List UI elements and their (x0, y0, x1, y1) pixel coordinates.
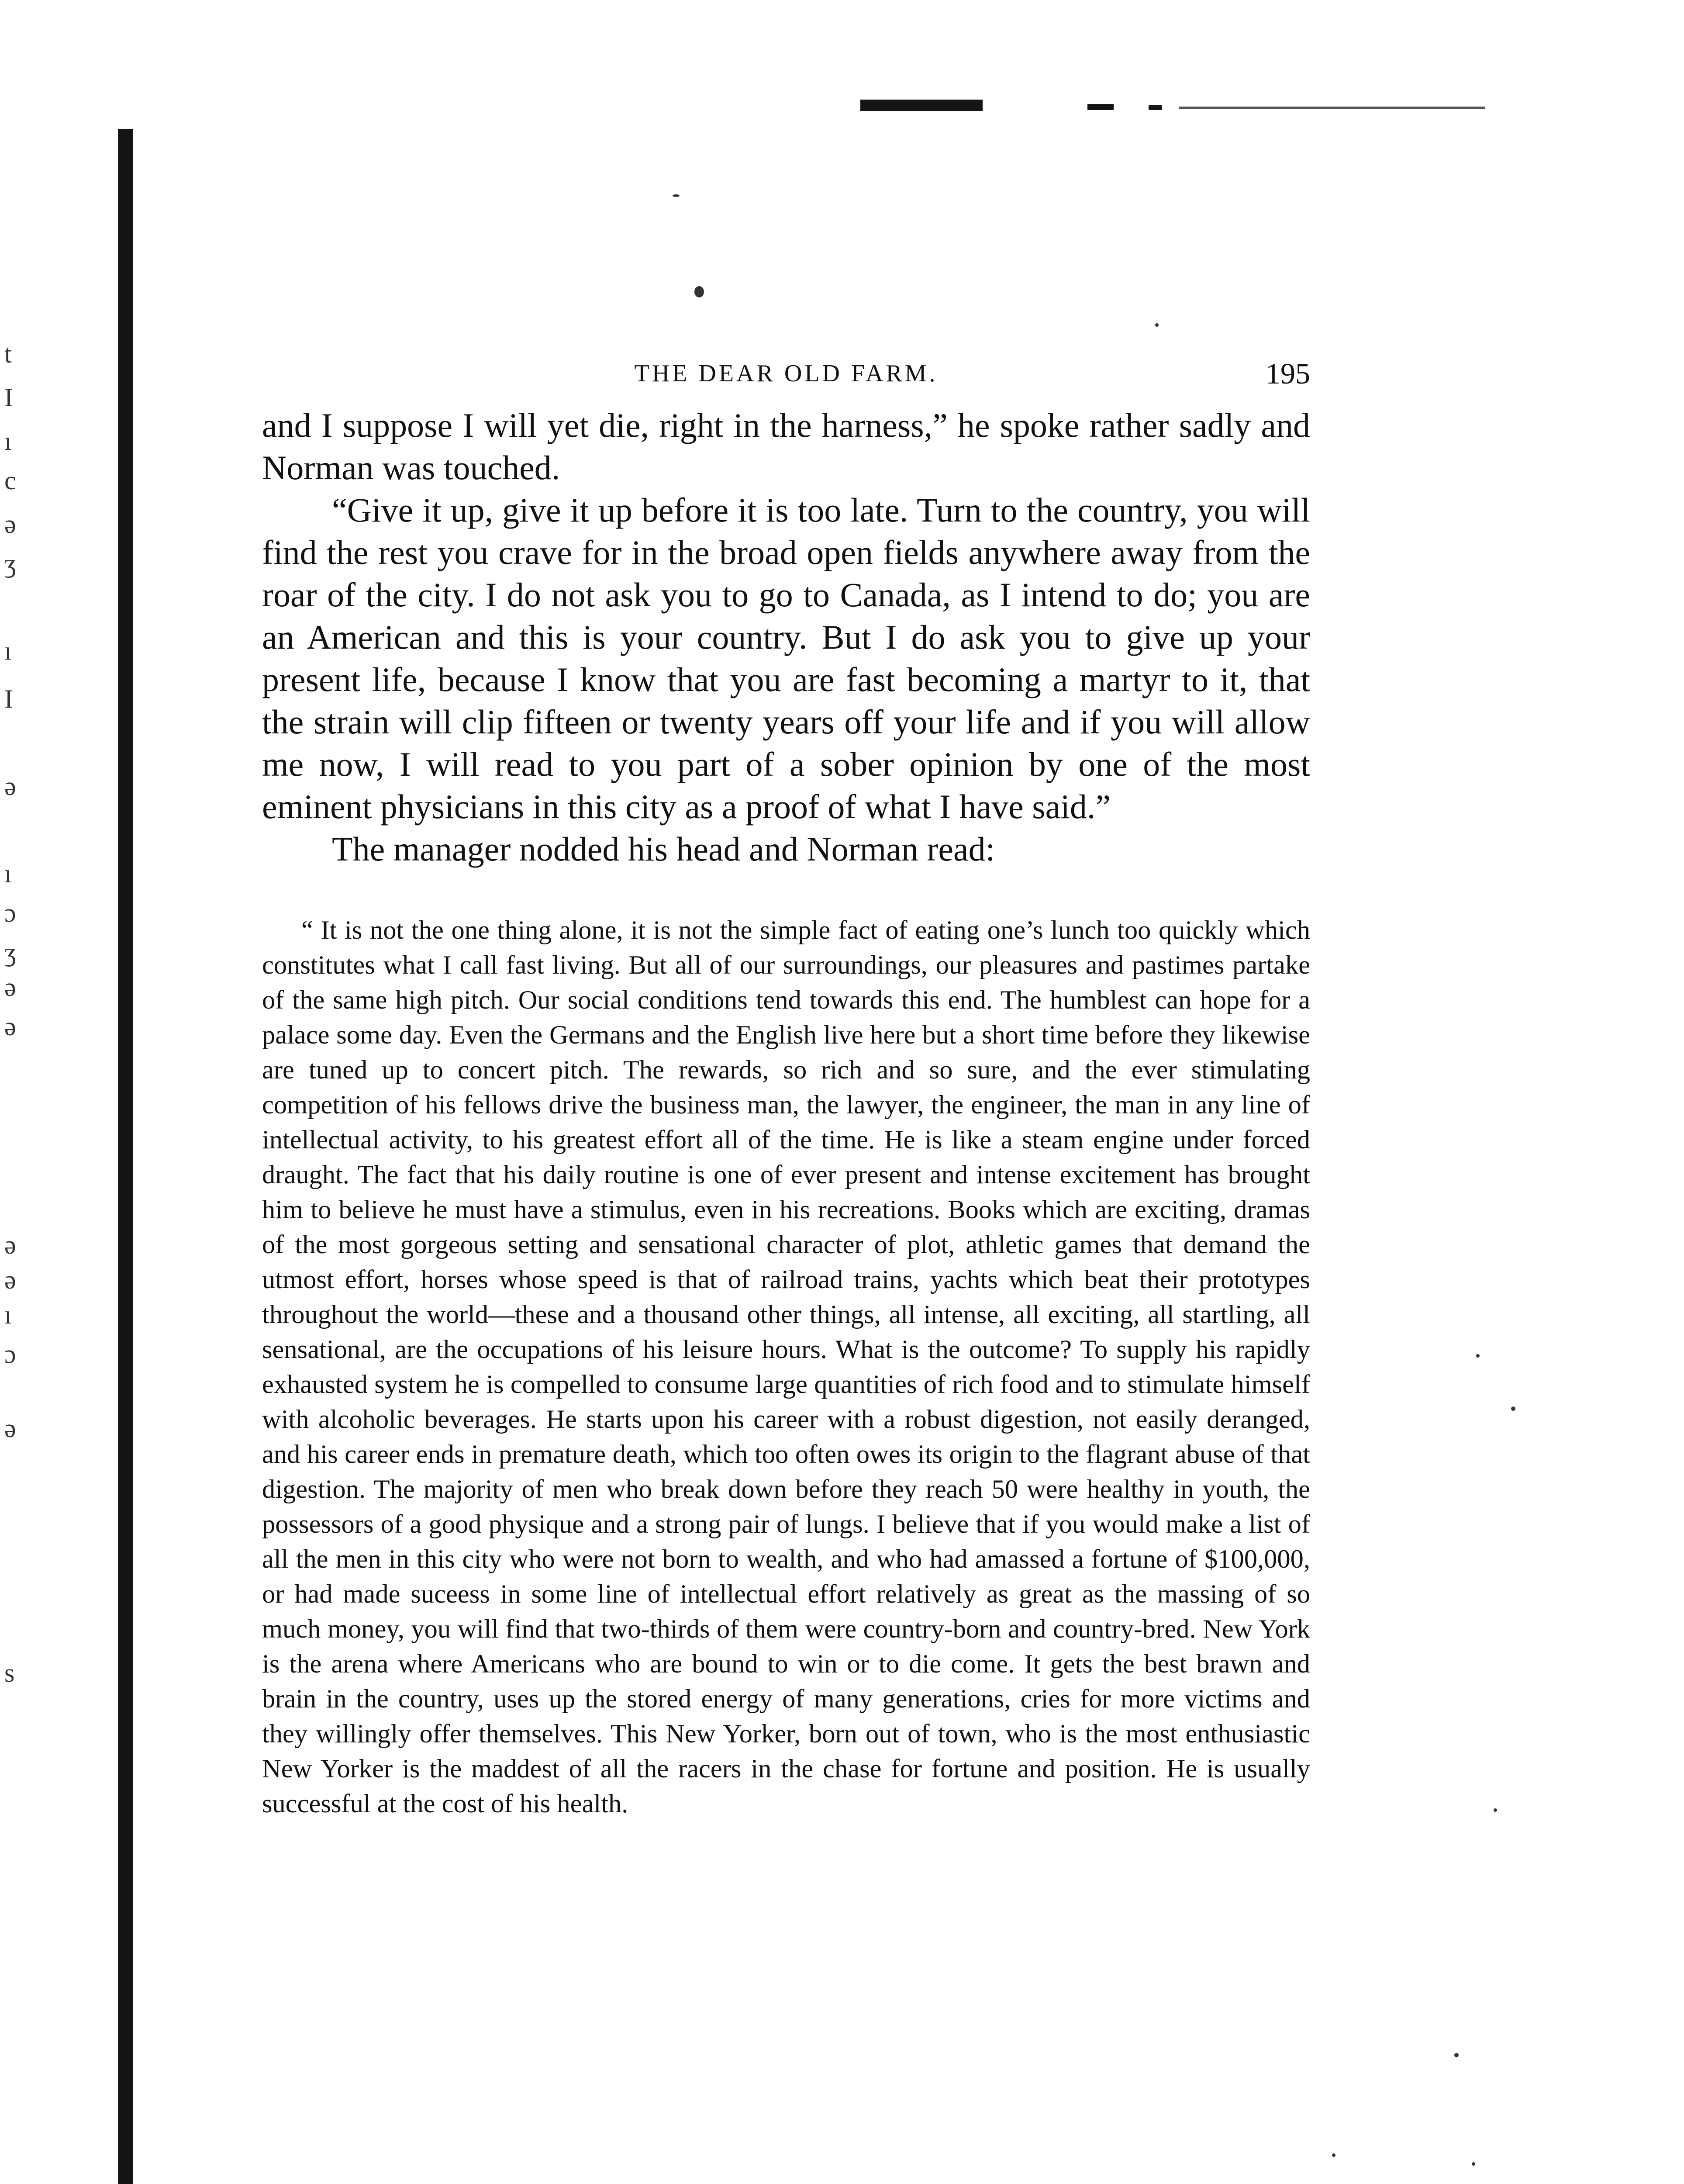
ink-speck (1332, 2153, 1335, 2157)
bleed-glyph: ə (4, 1012, 16, 1041)
top-scan-mark (1087, 104, 1114, 110)
bleed-glyph: t (4, 339, 12, 368)
paragraph: The manager nodded his head and Norman read: (332, 830, 995, 868)
bleed-glyph: ı (4, 859, 12, 888)
bleed-glyph: s (4, 1659, 15, 1687)
ink-speck (1454, 2053, 1459, 2057)
page-number: 195 (1266, 357, 1310, 390)
top-scan-mark (1179, 107, 1485, 109)
quotation-text: “ It is not the one thing alone, it is not the simple fact of eating one’s lunch too quickly which constitutes what I call fast living. But all of our surroundings, our pleasures and pastimes partake of the same high pitch. Our social conditions tend towards this end. The humblest can hope for a palace some day. Even the Germans and the English live here but a short time before they likewise are tuned up to concert pitch. The rewards, so rich and so sure, and the ever stimulating competition of his fellows drive the business man, the lawyer, the engineer, the man in any line of intellectual activity, to his greatest effort all of the time. He is like a steam engine under forced draught. The fact that his daily routine is one of ever present and intense excitement has brought him to believe he must have a stimulus, even in his recreations. Books which are exciting, dramas of the most gorgeous setting and sensational character of plot, athletic games that demand the utmost effort, horses whose speed is that of railroad trains, yachts which beat their prototypes throughout the world—these and a thousand other things, all intense, all exciting, all startling, all sensational, are the occupations of his leisure hours. What is the outcome? To supply his rapidly exhausted system he is compelled to consume large quantities of rich food and to stimulate himself with alcoholic beverages. He starts upon his career with a robust digestion, not easily deranged, and his career ends in premature death, which too often owes its origin to the flagrant abuse of that digestion. The majority of men who break down before they reach 50 were healthy in youth, the possessors of a good physique and a strong pair of lungs. I believe that if you would make a list of all the men in this city who were not born to wealth, and who had amassed a fortune of $100,000, or had made suceess in some line of intellectual effort relatively as great as the massing of so much money, you will find that two-thirds of them were country-born and country-bred. New York is the arena where Americans who are bound to win or to die come. It gets the best brawn and brain in the country, uses up the stored energy of many generations, cries for more victims and they willingly offer themselves. This New Yorker, born out of town, who is the most enthusiastic New Yorker is the maddest of all the racers in the chase for fortune and position. He is usually successful at the cost of his health. (262, 916, 1310, 1818)
body-text (262, 404, 1310, 870)
bleed-glyph: ə (4, 1230, 16, 1259)
ink-speck (1155, 323, 1159, 327)
bleed-glyph: ɔ (4, 1340, 16, 1368)
bleed-glyph: ə (4, 973, 16, 1002)
bleed-glyph: ʒ (4, 938, 16, 967)
bleed-glyph: ə (4, 1265, 16, 1294)
ink-speck (1476, 1354, 1480, 1358)
bleed-glyph: ɔ (4, 898, 16, 927)
ink-speck (1472, 2162, 1475, 2166)
bleed-glyph: ʒ (4, 549, 16, 578)
bleed-glyph: ı (4, 1300, 12, 1329)
binding-edge (118, 129, 133, 2184)
paragraph: “Give it up, give it up before it is too late. Turn to the country, you will find the rest you crave for in the broad open fields anywhere away from the roar of the city. I do not ask you to go to Canada, as I intend to do; you are an American and this is your country. But I do ask you to give up your present life, because I know that you are fast becoming a martyr to it, that the strain will clip fifteen or twenty years off your life and if you will allow me now, I will read to you part of a sober opinion by one of the most eminent physicians in this city as a proof of what I have said.” (262, 491, 1310, 826)
running-title: THE DEAR OLD FARM. (634, 360, 938, 387)
paragraph: and I suppose I will yet die, right in the harness,” he spoke rather sadly and Norman was touched. (262, 406, 1310, 487)
running-head (262, 349, 1310, 397)
bleed-glyph: ə (4, 1414, 16, 1443)
bleed-glyph: c (4, 466, 16, 495)
bleed-glyph: I (4, 684, 13, 713)
facing-page-bleed (4, 341, 100, 1782)
block-quotation (262, 913, 1310, 1821)
ink-speck (1511, 1406, 1515, 1411)
bleed-glyph: ə (4, 510, 16, 539)
ink-speck (1494, 1808, 1497, 1812)
bleed-glyph: ı (4, 636, 12, 665)
top-scan-mark (1149, 105, 1162, 110)
ink-speck (673, 194, 680, 197)
bleed-glyph: ə (4, 772, 16, 801)
bleed-glyph: I (4, 383, 13, 412)
ink-speck (694, 286, 704, 297)
top-scan-mark (860, 100, 983, 111)
bleed-glyph: ı (4, 427, 12, 456)
